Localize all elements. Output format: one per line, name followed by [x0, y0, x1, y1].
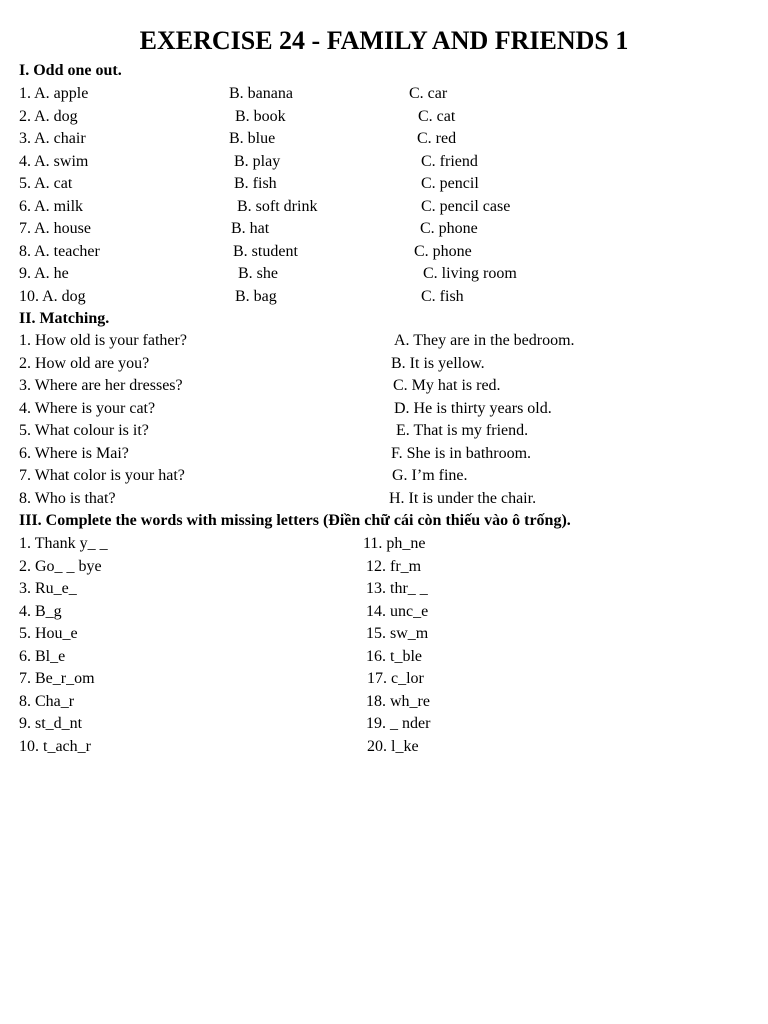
- list-item: [0, 601, 768, 623]
- list-item: [0, 83, 768, 105]
- word-left: 7. Be_r_om: [19, 670, 95, 687]
- option-a: 2. A. dog: [19, 107, 78, 125]
- list-item: [0, 668, 768, 690]
- list-item: [0, 556, 768, 578]
- option-c: C. living room: [423, 265, 517, 282]
- option-a: 7. A. house: [19, 220, 91, 237]
- word-left: 9. st_d_nt: [19, 715, 83, 732]
- section-1-heading: I. Odd one out.: [19, 62, 122, 79]
- option-a: 5. A. cat: [19, 175, 73, 192]
- list-item: [0, 375, 768, 397]
- list-item: [0, 420, 768, 442]
- option-b: B. she: [238, 265, 278, 282]
- option-a: 6. A. milk: [19, 197, 84, 215]
- list-item: [0, 623, 768, 645]
- option-b: B. soft drink: [237, 197, 318, 215]
- option-b: B. student: [233, 242, 298, 260]
- question: 5. What colour is it?: [19, 422, 149, 439]
- option-c: C. phone: [414, 242, 472, 260]
- answer: C. My hat is red.: [393, 377, 501, 394]
- option-a: 8. A. teacher: [19, 242, 100, 260]
- option-c: C. friend: [421, 152, 478, 170]
- answer: B. It is yellow.: [391, 354, 485, 372]
- answer: A. They are in the bedroom.: [394, 332, 575, 349]
- answer: H. It is under the chair.: [389, 489, 537, 507]
- option-c: C. phone: [420, 220, 478, 237]
- section-2-heading: II. Matching.: [19, 310, 110, 327]
- word-right: 13. thr_ _: [366, 580, 428, 597]
- option-a: 4. A. swim: [19, 152, 89, 170]
- list-item: [0, 713, 768, 735]
- option-b: B. bag: [235, 287, 277, 305]
- word-right: 16. t_ble: [366, 647, 422, 665]
- list-item: [0, 173, 768, 195]
- option-c: C. fish: [421, 287, 464, 305]
- answer: D. He is thirty years old.: [394, 399, 552, 417]
- option-b: B. banana: [229, 85, 293, 102]
- list-item: [0, 330, 768, 352]
- option-c: C. red: [417, 130, 457, 147]
- list-item: [0, 465, 768, 487]
- list-item: [0, 286, 768, 308]
- word-right: 15. sw_m: [366, 625, 429, 642]
- question: 3. Where are her dresses?: [19, 377, 183, 394]
- list-item: [0, 691, 768, 713]
- option-b: B. play: [234, 152, 281, 170]
- page-title: EXERCISE 24 - FAMILY AND FRIENDS 1: [139, 26, 629, 55]
- question: 7. What color is your hat?: [19, 467, 185, 484]
- option-b: B. book: [235, 107, 286, 125]
- list-item: [0, 151, 768, 173]
- list-item: [0, 263, 768, 285]
- option-c: C. pencil: [421, 175, 479, 192]
- word-left: 1. Thank y_ _: [19, 535, 108, 552]
- option-a: 10. A. dog: [19, 287, 86, 305]
- word-left: 3. Ru_e_: [19, 580, 77, 597]
- word-left: 6. Bl_e: [19, 647, 66, 665]
- word-right: 18. wh_re: [366, 692, 430, 710]
- section-3-heading: III. Complete the words with missing letters (Điền chữ cái còn thiếu vào ô trống).: [19, 512, 571, 529]
- word-left: 5. Hou_e: [19, 625, 78, 642]
- answer: E. That is my friend.: [396, 422, 529, 439]
- word-left: 4. B_g: [19, 602, 62, 620]
- option-c: C. car: [409, 85, 448, 102]
- word-right: 14. unc_e: [366, 602, 429, 620]
- word-right: 17. c_lor: [367, 670, 424, 687]
- list-item: [0, 196, 768, 218]
- list-item: [0, 443, 768, 465]
- list-item: [0, 533, 768, 555]
- option-a: 1. A. apple: [19, 85, 89, 102]
- list-item: [0, 241, 768, 263]
- list-item: [0, 353, 768, 375]
- option-b: B. blue: [229, 130, 276, 147]
- list-item: [0, 736, 768, 758]
- word-right: 20. l_ke: [367, 737, 419, 755]
- word-right: 19. _ nder: [366, 715, 431, 732]
- list-item: [0, 106, 768, 128]
- option-a: 3. A. chair: [19, 130, 86, 147]
- list-item: [0, 128, 768, 150]
- list-item: [0, 578, 768, 600]
- word-left: 10. t_ach_r: [19, 737, 91, 755]
- option-a: 9. A. he: [19, 265, 69, 282]
- option-c: C. cat: [418, 107, 456, 125]
- question: 2. How old are you?: [19, 354, 150, 372]
- word-right: 12. fr_m: [366, 557, 422, 575]
- word-left: 2. Go_ _ bye: [19, 557, 102, 575]
- answer: G. I’m fine.: [392, 467, 468, 484]
- list-item: [0, 646, 768, 668]
- option-b: B. fish: [234, 175, 277, 192]
- list-item: [0, 218, 768, 240]
- word-left: 8. Cha_r: [19, 692, 75, 710]
- option-c: C. pencil case: [421, 197, 511, 215]
- question: 4. Where is your cat?: [19, 399, 156, 417]
- question: 6. Where is Mai?: [19, 444, 129, 462]
- question: 1. How old is your father?: [19, 332, 187, 349]
- list-item: [0, 488, 768, 510]
- answer: F. She is in bathroom.: [391, 444, 532, 462]
- option-b: B. hat: [231, 220, 270, 237]
- list-item: [0, 398, 768, 420]
- question: 8. Who is that?: [19, 489, 116, 507]
- word-right: 11. ph_ne: [363, 535, 426, 552]
